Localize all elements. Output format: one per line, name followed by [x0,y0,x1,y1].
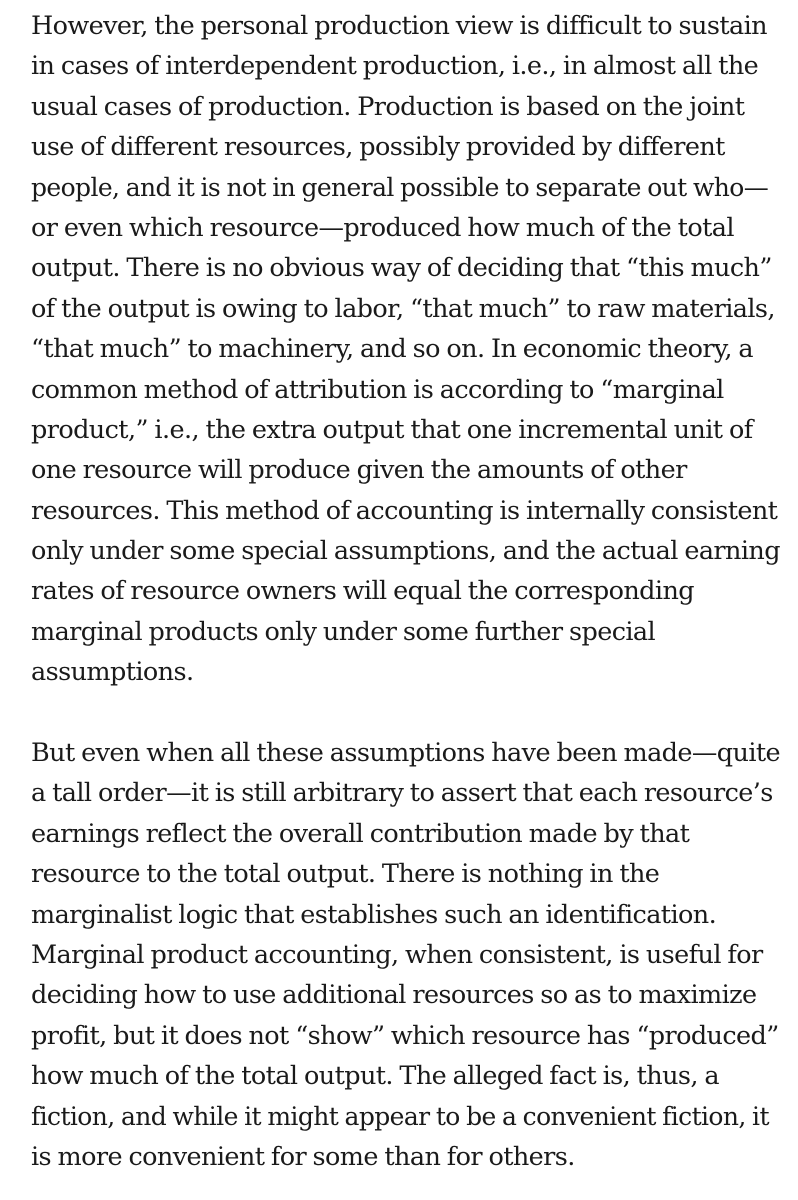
paragraph-spacer [31,693,781,733]
text-line: of the output is owing to labor, “that much” to raw materials, [31,293,775,324]
text-line: fiction, and while it might appear to be a convenient fiction, it [31,1101,769,1131]
text-line: a tall order—it is still arbitrary to assert that each resource’s [31,778,773,809]
text-line: only under some special assumptions, and the actual earning [31,536,780,567]
text-line: people, and it is not in general possible to separate out who— [31,172,769,202]
paragraph-1 [31,6,781,693]
text-line: But even when all these assumptions have been made—quite [31,738,781,769]
text-line: rates of resource owners will equal the corresponding [31,576,694,607]
text-line: one resource will produce given the amounts of other [31,455,687,486]
text-line: or even which resource—produced how much of the total [31,212,734,243]
text-line: output. There is no obvious way of deciding that “this much” [31,253,772,284]
text-line: marginalist logic that establishes such an identification. [31,899,717,930]
text-line: “that much” to machinery, and so on. In economic theory, a [31,334,753,365]
text-line: is more convenient for some than for others. [31,1141,575,1172]
text-line: earnings reflect the overall contribution made by that [31,818,690,849]
text-line: use of different resources, possibly provided by different [31,132,725,163]
text-line: deciding how to use additional resources so as to maximize [31,980,757,1011]
text-line: resource to the total output. There is nothing in the [31,859,660,890]
article-body [31,6,781,1177]
text-line: marginal products only under some further special [31,616,656,647]
paragraph-2 [31,733,781,1177]
text-line: product,” i.e., the extra output that one incremental unit of [31,414,753,445]
text-line: However, the personal production view is difficult to sustain [31,11,767,41]
text-line: common method of attribution is according to “marginal [31,374,724,405]
text-line: usual cases of production. Production is based on the joint [31,91,745,122]
text-line: resources. This method of accounting is internally consistent [31,495,778,526]
text-line: assumptions. [31,657,194,688]
text-line: profit, but it does not “show” which resource has “produced” [31,1020,779,1051]
text-line: how much of the total output. The alleged fact is, thus, a [31,1061,720,1092]
text-line: Marginal product accounting, when consistent, is useful for [31,939,763,970]
text-line: in cases of interdependent production, i.e., in almost all the [31,51,759,82]
